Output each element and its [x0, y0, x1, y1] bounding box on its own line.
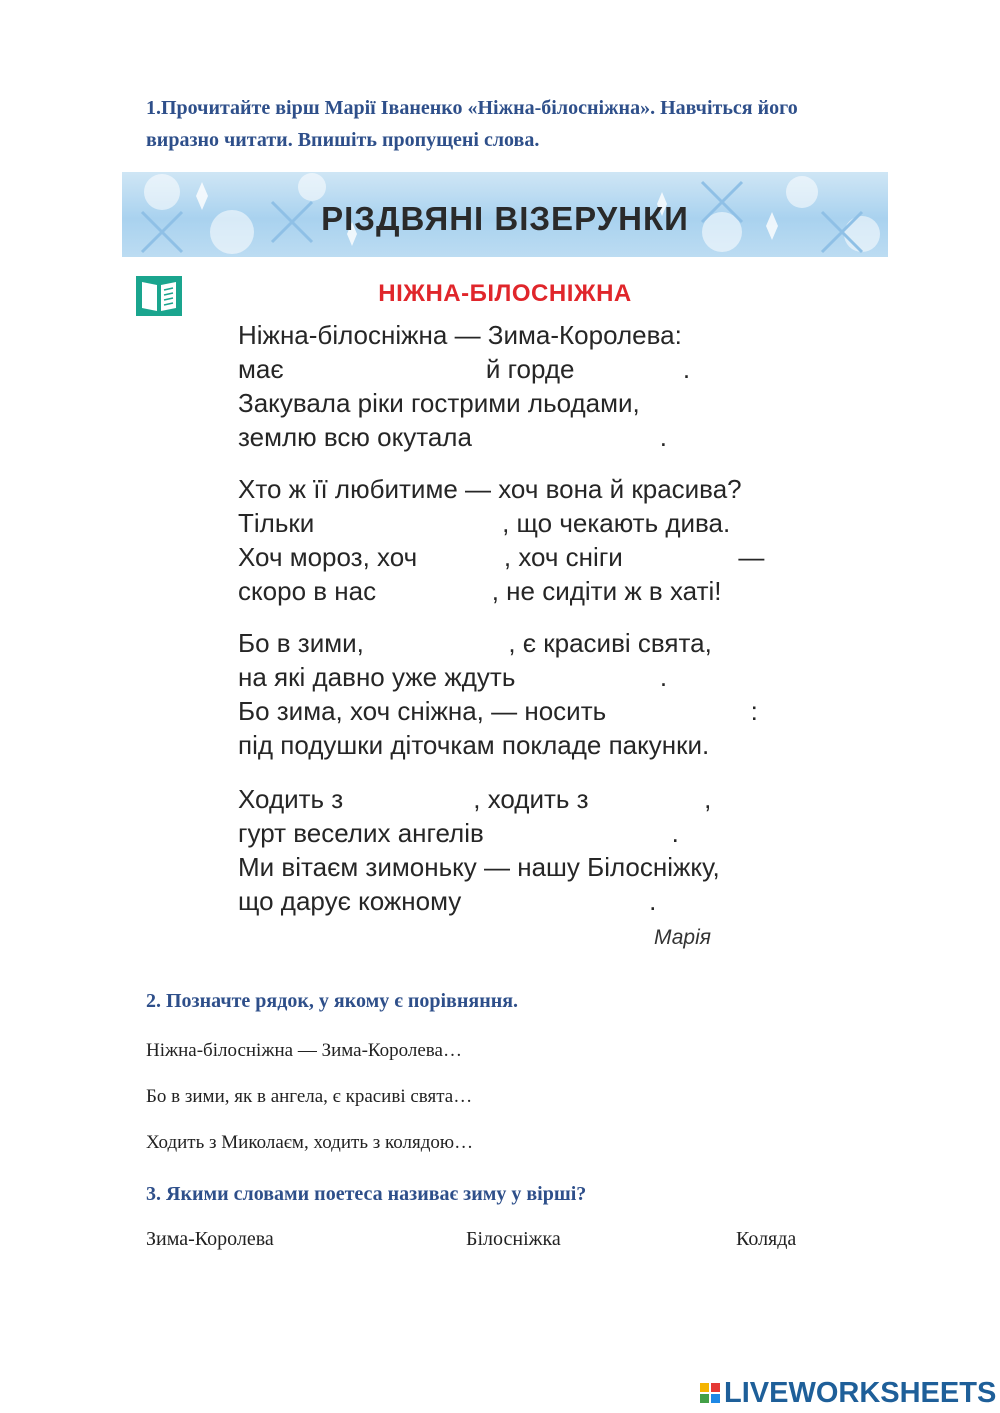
- poem-line: гурт веселих ангелів .: [238, 818, 679, 848]
- poem-line: Бо в зими, , є красиві свята,: [238, 628, 712, 658]
- logo-text: LIVEWORKSHEETS: [724, 1376, 997, 1409]
- poem-line: Тільки , що чекають дива.: [238, 508, 731, 538]
- banner-title: РІЗДВЯНІ ВІЗЕРУНКИ: [321, 200, 689, 237]
- poem-line: землю всю окутала .: [238, 422, 667, 452]
- poem-banner: [122, 172, 888, 257]
- winter-name-option[interactable]: Коляда: [736, 1228, 797, 1250]
- poem-line: Ми вітаєм зимоньку — нашу Білосніжку,: [238, 852, 720, 882]
- poem-author: Марія: [654, 926, 711, 949]
- winter-name-option[interactable]: Білосніжка: [466, 1228, 561, 1250]
- task2-heading: 2. Позначте рядок, у якому є порівняння.: [146, 990, 519, 1012]
- liveworksheets-logo: [700, 1378, 996, 1408]
- poem-line: Закувала ріки гострими льодами,: [238, 388, 640, 418]
- comparison-option[interactable]: Ніжна-білосніжна — Зима-Королева…: [146, 1040, 462, 1061]
- poem-line: Хоч мороз, хоч , хоч сніги —: [238, 542, 765, 572]
- poem-line: Бо зима, хоч сніжна, — носить :: [238, 696, 758, 726]
- poem-textbook-image: [122, 172, 888, 952]
- poem-title: НІЖНА-БІЛОСНІЖНА: [378, 280, 632, 307]
- poem-line: Ходить з , ходить з ,: [238, 784, 712, 814]
- poem-line: на які давно уже ждуть .: [238, 662, 668, 692]
- logo-mark-icon: [700, 1383, 720, 1403]
- poem-line: Хто ж її любитиме — хоч вона й красива?: [238, 474, 742, 504]
- poem-line: що дарує кожному .: [238, 886, 657, 916]
- task1-heading-line1: 1.Прочитайте вірш Марії Іваненко «Ніжна-білосніжна». Навчіться його: [146, 97, 798, 119]
- poem-line: має й горде .: [238, 354, 691, 384]
- poem-line: під подушки діточкам покладе пакунки.: [238, 730, 710, 760]
- task3-heading: 3. Якими словами поетеса називає зиму у вірші?: [146, 1183, 587, 1205]
- comparison-option[interactable]: Ходить з Миколаєм, ходить з колядою…: [146, 1132, 474, 1153]
- poem-line: Ніжна-білосніжна — Зима-Королева:: [238, 320, 682, 350]
- task1-heading: [146, 92, 926, 156]
- task1-heading-line2: виразно читати. Впишіть пропущені слова.: [146, 129, 540, 151]
- winter-name-option[interactable]: Зима-Королева: [146, 1228, 274, 1250]
- comparison-option[interactable]: Бо в зими, як в ангела, є красиві свята…: [146, 1086, 473, 1107]
- poem-line: скоро в нас , не сидіти ж в хаті!: [238, 576, 722, 606]
